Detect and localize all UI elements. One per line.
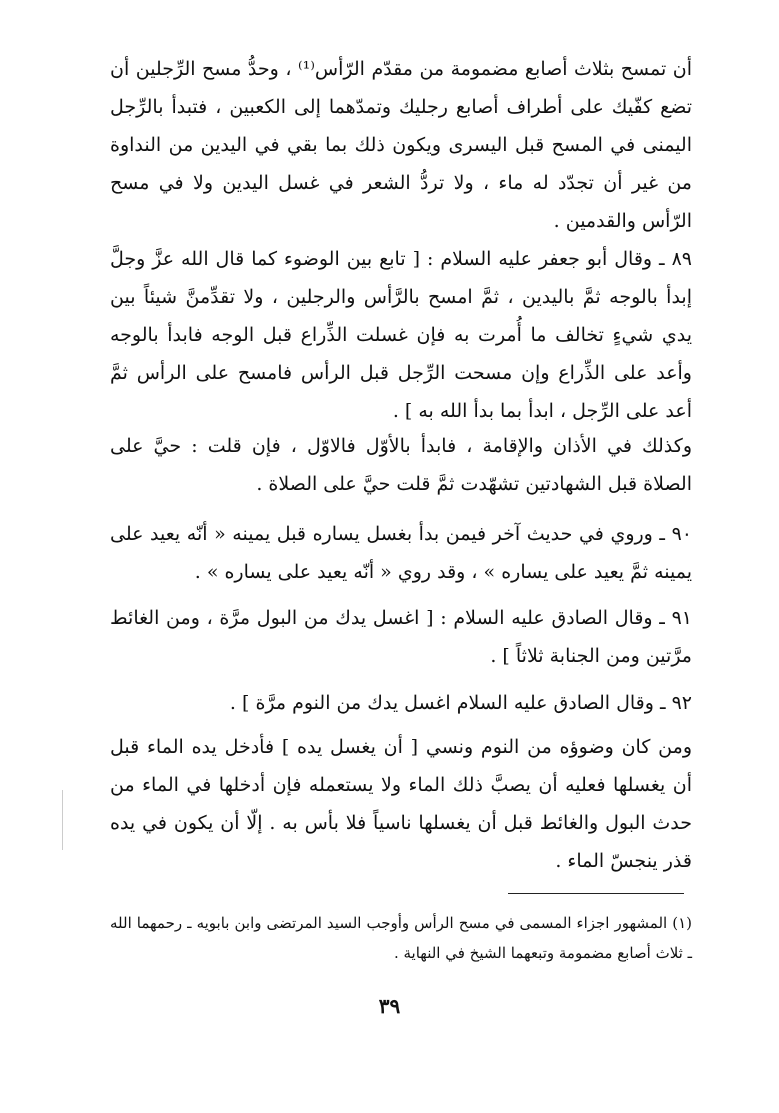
footnote-1: (١) المشهور اجزاء المسمى في مسح الرأس وأوجب السيد المرتضى وابن بابويه ـ رحمهما الله ـ ثلاث أصابع مضمومة وتبعهما الشيخ في النهاية .	[110, 914, 692, 962]
paragraph-89: ٨٩ ـ وقال أبو جعفر عليه السلام : [ تابع بين الوضوء كما قال الله عزَّ وجلَّ إبدأ بالوجه ثمَّ باليدين ، ثمَّ امسح بالرَّأس والرجلين ، ولا تقدِّمنَّ شيئاً بين يدي شيءٍ تخالف ما أُمرت به فإن غسلت الذِّراع قبل الوجه فابدأ بالوجه وأعد على الذِّراع وإن مسحت الرِّجل قبل الرأس فامسح على الرأس ثمَّ أعد على الرِّجل ، ابدأ بما بدأ الله به ] .	[110, 248, 692, 422]
paragraph-91: ٩١ ـ وقال الصادق عليه السلام : [ اغسل يدك من البول مرَّة ، ومن الغائط مرَّتين ومن الجنابة ثلاثاً ] .	[110, 607, 692, 667]
paragraph-sleep: ومن كان وضوؤه من النوم ونسي [ أن يغسل يده ] فأدخل يده الماء قبل أن يغسلها فعليه أن يصبَّ ذلك الماء ولا يستعمله فإن أدخلها في الماء من حدث البول والغائط قبل أن يغسلها ناسياً فلا بأس به . إلّا أن يكون في يده قذر ينجسّ الماء .	[110, 736, 692, 872]
paragraph-adhan: وكذلك في الأذان والإقامة ، فابدأ بالأوّل فالاوّل ، فإن قلت : حيَّ على الصلاة قبل الشهادتين تشهّدت ثمَّ قلت حيَّ على الصلاة .	[110, 435, 692, 495]
paragraph-92: ٩٢ ـ وقال الصادق عليه السلام اغسل يدك من النوم مرَّة ] .	[229, 692, 692, 714]
page-number: ٣٩	[378, 994, 401, 1018]
paragraph-90: ٩٠ ـ وروي في حديث آخر فيمن بدأ بغسل يساره قبل يمينه « أنّه يعيد على يمينه ثمَّ يعيد على يساره » ، وقد روي « أنّه يعيد على يساره » .	[110, 523, 692, 583]
footnote-divider	[508, 893, 684, 894]
margin-mark	[62, 790, 63, 850]
paragraph-1: أن تمسح بثلاث أصابع مضمومة من مقدّم الرّأس⁽¹⁾ ، وحدُّ مسح الرِّجلين أن تضع كفّيك على أطراف أصابع رجليك وتمدّهما إلى الكعبين ، فتبدأ بالرِّجل اليمنى في المسح قبل اليسرى ويكون ذلك بما بقي في اليدين من النداوة من غير أن تجدّد له ماء ، ولا تردُّ الشعر في غسل اليدين ولا في مسح الرّأس والقدمين .	[110, 58, 693, 232]
